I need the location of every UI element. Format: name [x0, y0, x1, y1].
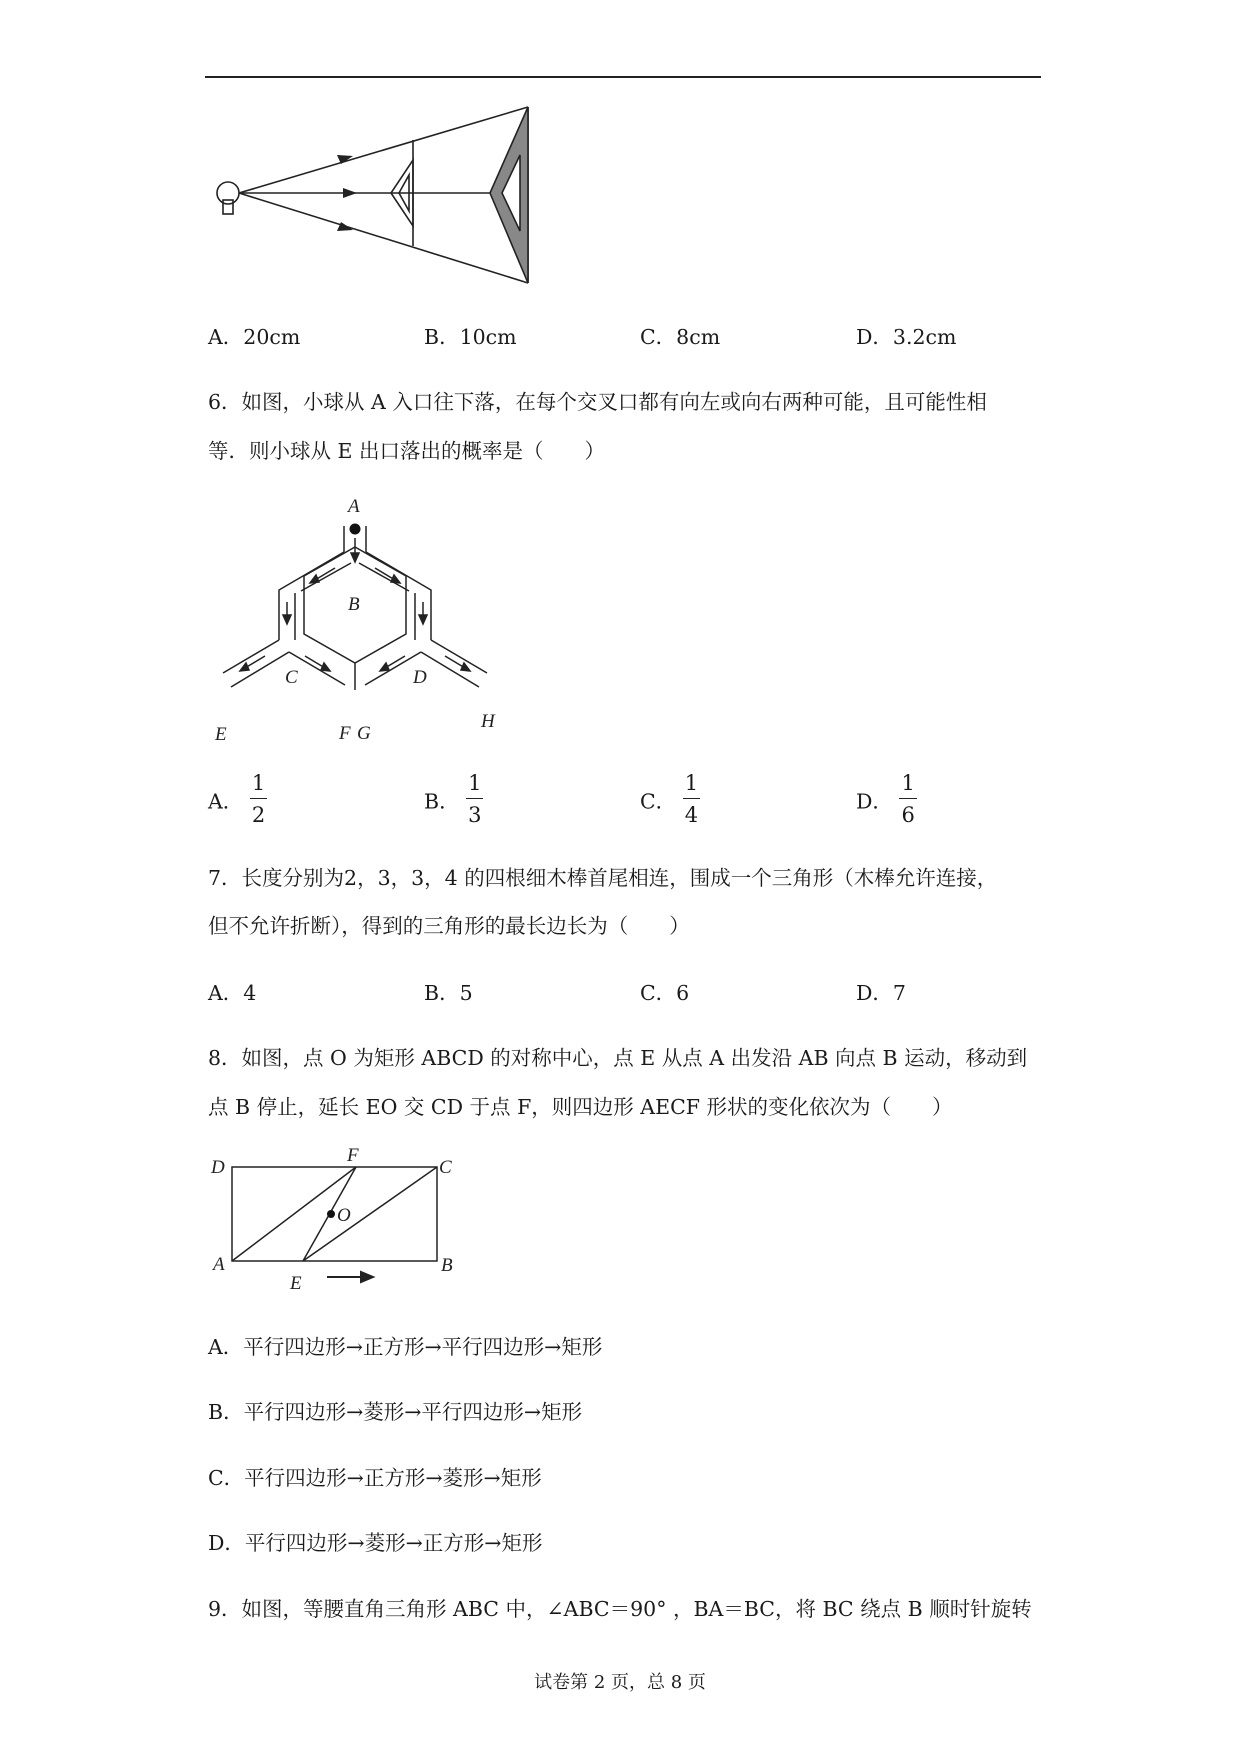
label-a: A	[348, 496, 360, 517]
q5-projection-figure	[205, 100, 545, 290]
q7-question-line-1: 7．长度分别为2，3，3，4 的四根细木棒首尾相连，围成一个三角形（木棒允许连接，	[208, 866, 998, 890]
label-b: B	[348, 594, 360, 615]
label-f: F	[347, 1145, 359, 1166]
q7-option-c: C．6	[640, 981, 690, 1005]
q7-question-line-2: 但不允许折断），得到的三角形的最长边长为（ ）	[208, 914, 690, 938]
q5-option-c: C．8cm	[640, 325, 721, 349]
label-e: E	[215, 724, 227, 745]
label-d: D	[211, 1157, 225, 1178]
label-b: B	[441, 1255, 453, 1276]
q6-hexagon-channel-figure	[205, 490, 515, 745]
label-e: E	[290, 1273, 302, 1294]
label-f: F	[339, 723, 351, 744]
q6-option-a: A． $\frac{1}{2}$	[208, 771, 266, 827]
q8-option-d: D．平行四边形→菱形→正方形→矩形	[208, 1531, 543, 1555]
q6-option-d: D． $\frac{1}{6}$	[856, 771, 915, 827]
label-g: G	[357, 723, 371, 744]
q8-rectangle-figure	[205, 1143, 465, 1303]
q5-option-d: D．3.2cm	[856, 325, 957, 349]
q6-question-line-1: 6．如图，小球从 A 入口往下落，在每个交叉口都有向左或向右两种可能，且可能性相	[208, 390, 987, 414]
label-d: D	[413, 667, 427, 688]
label-a: A	[213, 1254, 225, 1275]
q8-option-a: A．平行四边形→正方形→平行四边形→矩形	[208, 1335, 603, 1359]
q7-option-b: B．5	[424, 981, 473, 1005]
label-c: C	[285, 667, 298, 688]
q9-question-line-1: 9．如图，等腰直角三角形 ABC 中，∠ABC＝90° ，BA＝BC，将 BC 绕点 B 顺时针旋转	[208, 1597, 1032, 1621]
label-o: O	[337, 1205, 351, 1226]
q8-option-c: C．平行四边形→正方形→菱形→矩形	[208, 1466, 542, 1490]
q8-option-b: B．平行四边形→菱形→平行四边形→矩形	[208, 1400, 583, 1424]
q8-question-line-1: 8．如图，点 O 为矩形 ABCD 的对称中心，点 E 从点 A 出发沿 AB 向点 B 运动，移动到	[208, 1046, 1028, 1070]
q6-question-line-2: 等．则小球从 E 出口落出的概率是（ ）	[208, 439, 605, 463]
label-c: C	[439, 1157, 452, 1178]
q8-question-line-2: 点 B 停止，延长 EO 交 CD 于点 F，则四边形 AECF 形状的变化依次为（ ）	[208, 1095, 953, 1119]
q6-option-c: C． $\frac{1}{4}$	[640, 771, 699, 827]
q6-option-b: B． $\frac{1}{3}$	[424, 771, 482, 827]
ball-icon	[350, 524, 361, 535]
q7-option-a: A．4	[208, 981, 257, 1005]
q7-option-d: D．7	[856, 981, 906, 1005]
q5-option-b: B．10cm	[424, 325, 517, 349]
label-h: H	[481, 711, 495, 732]
page-footer: 试卷第 2 页，总 8 页	[534, 1672, 706, 1693]
q5-option-a: A．20cm	[208, 325, 301, 349]
header-rule	[205, 76, 1041, 78]
